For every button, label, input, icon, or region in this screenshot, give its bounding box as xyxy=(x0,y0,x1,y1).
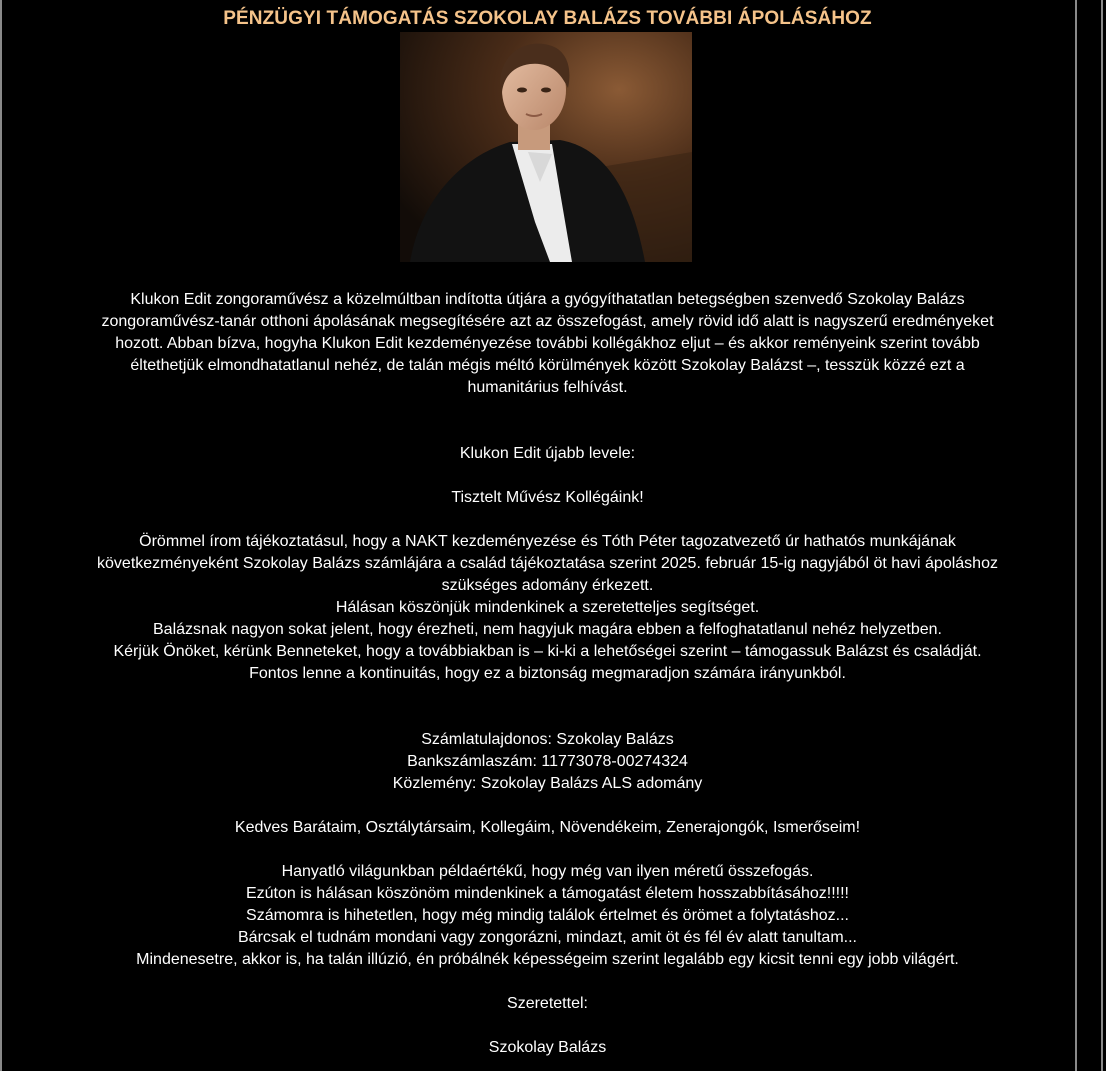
letter-line: Fontos lenne a kontinuitás, hogy ez a biztonság megmaradjon számára irányunkból. xyxy=(249,665,846,682)
intro-line: hozott. Abban bízva, hogyha Klukon Edit kezdeményezése további kollégákhoz eljut – és akkor reményeink szerint tovább xyxy=(115,335,980,352)
letter-line: Hálásan köszönjük mindenkinek a szeretetteljes segítséget. xyxy=(335,599,760,616)
second-letter-line: Hanyatló világunkban példaértékű, hogy még van ilyen méretű összefogás. xyxy=(281,863,814,880)
window-edge xyxy=(1101,0,1103,1071)
letter-line: Balázsnak nagyon sokat jelent, hogy érezheti, nem hagyjuk magára ebben a felfoghatatlanul nehéz helyzetben. xyxy=(153,621,942,638)
letter-line: Örömmel írom tájékoztatásul, hogy a NAKT kezdeményezése és Tóth Péter tagozatvezető úr hathatós munkájának xyxy=(139,533,956,550)
account-holder: Számlatulajdonos: Szokolay Balázs xyxy=(421,731,674,748)
article-body xyxy=(14,289,1081,1059)
letter-greeting: Tisztelt Művész Kollégáink! xyxy=(451,489,644,506)
letter-line: következményeként Szokolay Balázs számlájára a család tájékoztatása szerint 2025. február 15-ig nagyjából öt havi ápoláshoz xyxy=(97,555,998,572)
letter-line: szükséges adomány érkezett. xyxy=(441,577,654,594)
second-letter-line: Ezúton is hálásan köszönöm mindenkinek a támogatást életem hosszabbításához!!!!! xyxy=(245,885,849,902)
page-title: PÉNZÜGYI TÁMOGATÁS SZOKOLAY BALÁZS TOVÁBBI ÁPOLÁSÁHOZ xyxy=(223,8,872,29)
second-letter-line: Számomra is hihetetlen, hogy még mindig találok értelmet és örömet a folytatáshoz... xyxy=(246,907,849,924)
second-letter-line: Bárcsak el tudnám mondani vagy zongorázni, mindazt, amit öt és fél év alatt tanultam... xyxy=(238,929,857,946)
letter-heading: Klukon Edit újabb levele: xyxy=(459,445,636,462)
letter-closing: Szeretettel: xyxy=(507,995,588,1012)
second-letter-greeting: Kedves Barátaim, Osztálytársaim, Kollegáim, Növendékeim, Zenerajongók, Ismerőseim! xyxy=(234,819,861,836)
second-letter-line: Mindenesetre, akkor is, ha talán illúzió, én próbálnék képességeim szerint legalább egy kicsit tenni egy jobb világért. xyxy=(136,951,959,968)
payment-reference: Közlemény: Szokolay Balázs ALS adomány xyxy=(392,775,703,792)
intro-line: zongoraművész-tanár otthoni ápolásának megsegítésére azt az összefogást, amely rövid idő alatt is nagyszerű eredményeket xyxy=(101,313,994,330)
intro-line: humanitárius felhívást. xyxy=(467,379,628,396)
signature: Szokolay Balázs xyxy=(488,1039,607,1056)
intro-line: éltethetjük elmondhatatlanul nehéz, de talán mégis méltó körülmények között Szokolay Balázst –, tesszük közzé ezt a xyxy=(130,357,965,374)
portrait-illustration xyxy=(400,32,692,262)
letter-line: Kérjük Önöket, kérünk Benneteket, hogy a továbbiakban is – ki-ki a lehetőségei szerint – támogassuk Balázst és családját. xyxy=(113,643,982,660)
intro-line: Klukon Edit zongoraművész a közelmúltban indította útjára a gyógyíthatatlan betegségben szenvedő Szokolay Balázs xyxy=(130,291,965,308)
portrait-photo xyxy=(400,32,692,262)
bank-account-number: Bankszámlaszám: 11773078-00274324 xyxy=(407,753,688,770)
